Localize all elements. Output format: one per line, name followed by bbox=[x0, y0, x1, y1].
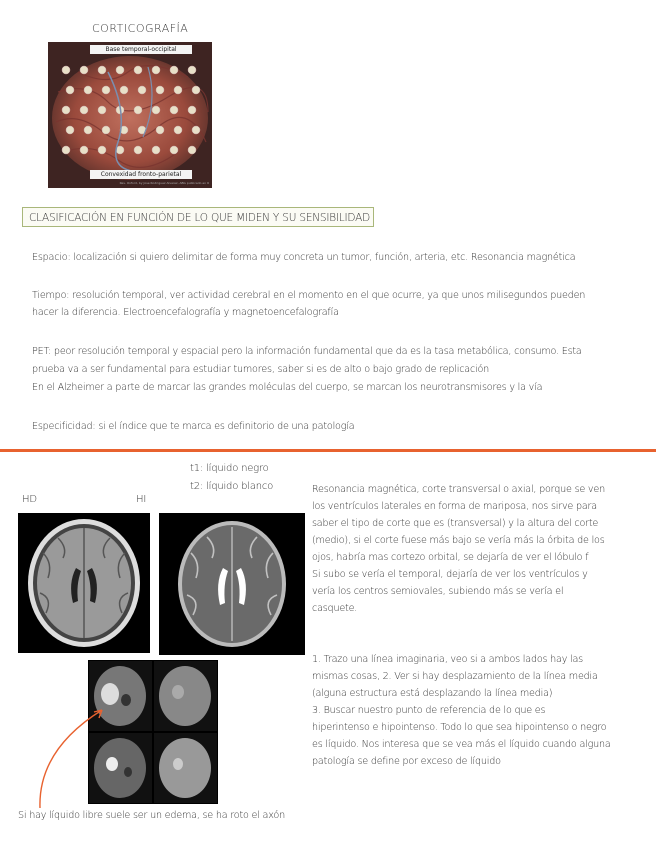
electrode-dot bbox=[62, 146, 70, 154]
photo-top-label: Base temporal-occipital bbox=[90, 45, 192, 54]
paragraph-pet-2: prueba va a ser fundamental para estudiar tumores, saber si es de alto o bajo grado de replicación bbox=[32, 364, 490, 375]
mri-steps bbox=[312, 651, 638, 770]
electrode-dot bbox=[116, 66, 124, 74]
electrode-dot bbox=[84, 86, 92, 94]
paragraph-time-2: hacer la diferencia. Electroencefalografía y magnetoencefalografía bbox=[32, 307, 339, 318]
paragraph-pet-1: PET: peor resolución temporal y espacial pero la información fundamental que da es la tasa metabólica, consumo. Esta bbox=[32, 346, 582, 357]
mri-step-line: 1. Trazo una línea imaginaria, veo si a ambos lados hay las bbox=[312, 654, 583, 665]
mri-description-line: casquete. bbox=[312, 603, 358, 614]
mri-description-line: (medio), si el corte fuese más bajo se vería más la órbita de los bbox=[312, 535, 605, 546]
electrode-dot bbox=[152, 146, 160, 154]
electrode-dot bbox=[84, 126, 92, 134]
photo-credit: Rev. Oxford, by Jose Rodriguez Alvarez, ABG publicado en 6 bbox=[119, 181, 209, 185]
mri-step-line: mismas cosas, 2. Ver si hay desplazamiento de la línea media bbox=[312, 671, 598, 682]
mri-description-line: los ventrículos laterales en forma de mariposa, nos sirve para bbox=[312, 501, 597, 512]
electrode-dot bbox=[192, 86, 200, 94]
mri-step-line: patología se define por exceso de líquido bbox=[312, 756, 501, 767]
electrode-dot bbox=[120, 86, 128, 94]
edema-caption: Si hay líquido libre suele ser un edema, se ha roto el axón bbox=[18, 810, 285, 821]
electrode-dot bbox=[102, 86, 110, 94]
electrode-dot bbox=[62, 106, 70, 114]
mri-step-line: 3. Buscar nuestro punto de referencia de lo que es bbox=[312, 705, 546, 716]
electrode-dot bbox=[174, 86, 182, 94]
mri-panel-2 bbox=[154, 661, 217, 731]
electrode-dot bbox=[138, 86, 146, 94]
electrode-dot bbox=[134, 146, 142, 154]
electrode-dot bbox=[80, 146, 88, 154]
electrode-dot bbox=[62, 66, 70, 74]
electrode-dot bbox=[66, 86, 74, 94]
electrode-dot bbox=[134, 66, 142, 74]
mri-step-line: hiperintenso e hipointenso. Todo lo que sea hipointenso o negro bbox=[312, 722, 607, 733]
mri-step-line: es líquido. Nos interesa que se vea más el líquido cuando alguna bbox=[312, 739, 611, 750]
section-divider bbox=[0, 449, 656, 452]
annotation-arrow bbox=[30, 690, 120, 810]
paragraph-space: Espacio: localización si quiero delimitar de forma muy concreta un tumor, función, arteria, etc. Resonancia magnética bbox=[32, 252, 576, 263]
page-title: CORTICOGRAFÍA bbox=[92, 22, 189, 35]
paragraph-specificity: Especificidad: si el índice que te marca es definitorio de una patología bbox=[32, 421, 355, 432]
mri-description-line: Resonancia magnética, corte transversal o axial, porque se ven bbox=[312, 484, 605, 495]
mri-description-line: vería los centros semiovales, subiendo más se vería el bbox=[312, 586, 564, 597]
electrode-dot bbox=[174, 126, 182, 134]
label-hi: HI bbox=[136, 494, 147, 505]
mri-t1-image bbox=[18, 513, 150, 653]
brain-electrode-image bbox=[48, 42, 212, 188]
electrode-dot bbox=[98, 106, 106, 114]
mri-description-line: Si subo se vería el temporal, dejaría de ver los ventrículos y bbox=[312, 569, 588, 580]
electrode-dot bbox=[98, 146, 106, 154]
electrode-dot bbox=[156, 126, 164, 134]
electrode-dot bbox=[152, 66, 160, 74]
photo-bottom-label: Convexidad fronto-parietal bbox=[90, 170, 192, 179]
paragraph-time-1: Tiempo: resolución temporal, ver actividad cerebral en el momento en el que ocurre, ya que unos milisegundos pueden bbox=[32, 290, 586, 301]
paragraph-pet-3: En el Alzheimer a parte de marcar las grandes moléculas del cuerpo, se marcan los neurotransmisores y la vía bbox=[32, 382, 543, 393]
electrode-dot bbox=[98, 66, 106, 74]
mri-description-line: ojos, habría mas cortezo orbital, se dejaría de ver el lóbulo f bbox=[312, 552, 589, 563]
mri-description bbox=[312, 481, 638, 617]
electrode-dot bbox=[188, 66, 196, 74]
electrode-dot bbox=[170, 106, 178, 114]
electrode-dot bbox=[188, 146, 196, 154]
electrode-dot bbox=[66, 126, 74, 134]
electrode-dot bbox=[188, 106, 196, 114]
electrode-dot bbox=[152, 106, 160, 114]
mri-description-line: saber el tipo de corte que es (transversal) y la altura del corte bbox=[312, 518, 599, 529]
electrode-dot bbox=[156, 86, 164, 94]
mri-panel-4 bbox=[154, 733, 217, 803]
label-t1: t1: líquido negro bbox=[190, 463, 269, 474]
label-hd: HD bbox=[22, 494, 37, 505]
electrode-dot bbox=[80, 66, 88, 74]
electrode-dot bbox=[170, 146, 178, 154]
electrode-dot bbox=[102, 126, 110, 134]
electrode-dot bbox=[170, 66, 178, 74]
electrode-dot bbox=[134, 106, 142, 114]
mri-step-line: (alguna estructura está desplazando la línea media) bbox=[312, 688, 553, 699]
corticography-photo bbox=[48, 42, 212, 188]
section-heading: CLASIFICACIÓN EN FUNCIÓN DE LO QUE MIDEN Y SU SENSIBILIDAD bbox=[22, 207, 374, 227]
electrode-dot bbox=[80, 106, 88, 114]
label-t2: t2: líquido blanco bbox=[190, 481, 274, 492]
mri-t2-image bbox=[159, 513, 305, 655]
electrode-dot bbox=[192, 126, 200, 134]
